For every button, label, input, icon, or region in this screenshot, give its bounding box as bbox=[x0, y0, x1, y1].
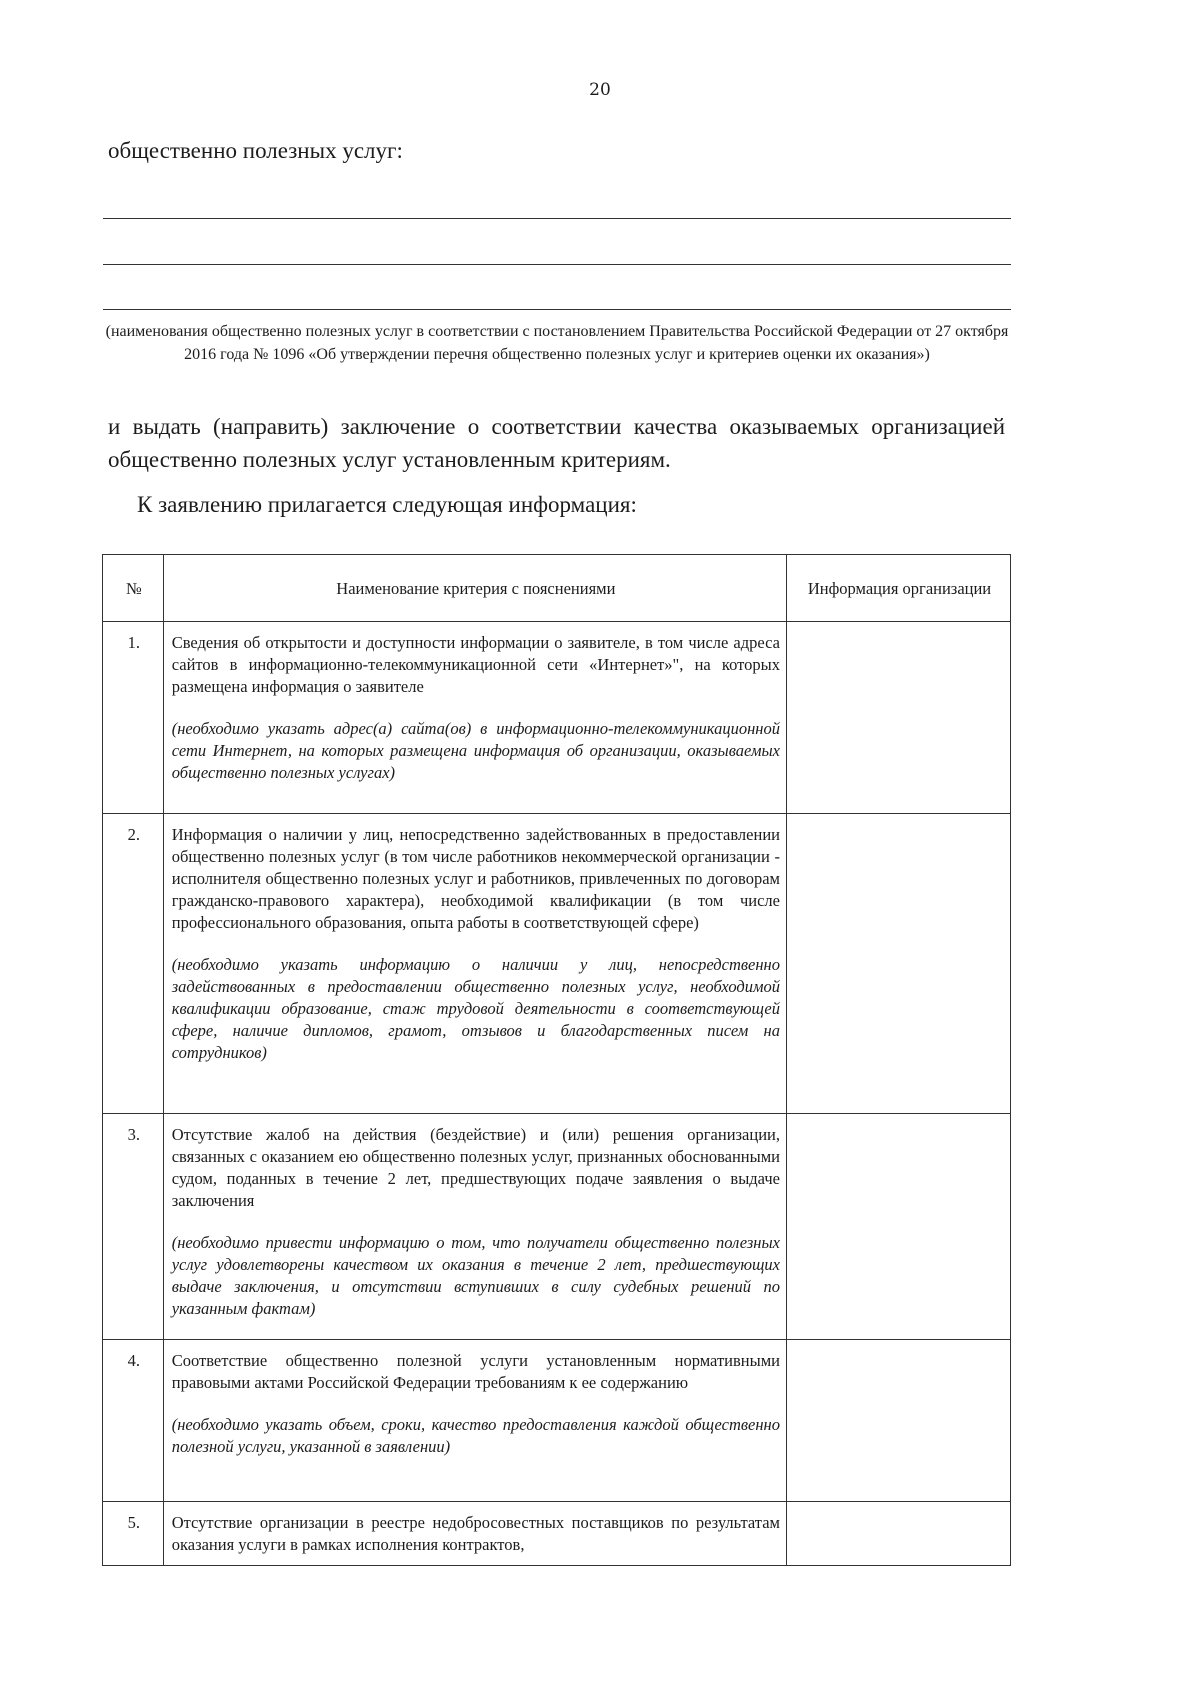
attachment-intro: К заявлению прилагается следующая информация: bbox=[137, 492, 637, 517]
criterion-cell bbox=[163, 814, 786, 1114]
table-row bbox=[103, 1340, 1011, 1502]
fill-in-line-3 bbox=[103, 309, 1011, 310]
table-row bbox=[103, 1114, 1011, 1340]
criterion-title: Отсутствие жалоб на действия (бездействие) и (или) решения организации, связанных с оказанием ею общественно полезных услуг, признанных обоснованными судом, поданных в течение 2 лет, предшествующих подаче заявления о выдаче заключения bbox=[171, 1125, 780, 1210]
criterion-cell bbox=[163, 1114, 786, 1340]
fill-in-line-1 bbox=[103, 218, 1011, 219]
criterion-note: (необходимо указать объем, сроки, качество предоставления каждой общественно полезной услуги, указанной в заявлении) bbox=[171, 1415, 780, 1456]
criterion-title: Отсутствие организации в реестре недобросовестных поставщиков по результатам оказания услуги в рамках исполнения контрактов, bbox=[171, 1513, 780, 1554]
criterion-cell bbox=[163, 1340, 786, 1502]
criterion-cell bbox=[163, 622, 786, 814]
criterion-title: Сведения об открытости и доступности информации о заявителе, в том числе адреса сайтов в информационно-телекоммуникационной сети «Интернет»", на которых размещена информация о заявителе bbox=[171, 633, 780, 696]
criterion-note: (необходимо привести информацию о том, что получатели общественно полезных услуг удовлетворены качеством их оказания в течение 2 лет, предшествующих выдаче заключения, и отсутствии вступивших в силу судебных решений по указанным фактам) bbox=[171, 1233, 780, 1318]
criterion-cell bbox=[163, 1502, 786, 1566]
table-row bbox=[103, 1502, 1011, 1566]
criterion-note: (необходимо указать информацию о наличии у лиц, непосредственно задействованных в предоставлении общественно полезных услуг, необходимой квалификации образование, стаж трудовой деятельности в соответствующей сфере, наличие дипломов, грамот, отзывов и благодарственных писем на сотрудников) bbox=[171, 955, 780, 1062]
organization-info-cell[interactable] bbox=[786, 1502, 1010, 1566]
header-criterion-name: Наименование критерия с пояснениями bbox=[163, 555, 786, 622]
fill-in-caption: (наименования общественно полезных услуг в соответствии с постановлением Правительства Российской Федерации от 27 октября 2016 года № 1096 «Об утверждении перечня общественно полезных услуг и критериев оценки их оказания») bbox=[105, 323, 1009, 363]
row-number: 3. bbox=[103, 1114, 164, 1340]
criteria-table bbox=[102, 554, 1011, 1566]
lead-text: общественно полезных услуг: bbox=[108, 138, 403, 163]
organization-info-cell[interactable] bbox=[786, 814, 1010, 1114]
row-number: 4. bbox=[103, 1340, 164, 1502]
table-header-row bbox=[103, 555, 1011, 622]
criterion-title: Информация о наличии у лиц, непосредственно задействованных в предоставлении общественно полезных услуг (в том числе работников некоммерческой организации - исполнителя общественно полезных услуг и работников, привлеченных по договорам гражданско-правового характера), необходимой квалификации (в том числе профессионального образования, опыта работы в соответствующей сфере) bbox=[171, 825, 780, 932]
organization-info-cell[interactable] bbox=[786, 622, 1010, 814]
criterion-note: (необходимо указать адрес(а) сайта(ов) в информационно-телекоммуникационной сети Интернет, на которых размещена информация об организации, оказываемых общественно полезных услугах) bbox=[171, 719, 780, 782]
header-number: № bbox=[103, 555, 164, 622]
header-organization-info: Информация организации bbox=[786, 555, 1010, 622]
request-paragraph: и выдать (направить) заключение о соответствии качества оказываемых организацией общественно полезных услуг установленным критериям. bbox=[108, 414, 1005, 472]
row-number: 2. bbox=[103, 814, 164, 1114]
organization-info-cell[interactable] bbox=[786, 1340, 1010, 1502]
organization-info-cell[interactable] bbox=[786, 1114, 1010, 1340]
fill-in-line-2 bbox=[103, 264, 1011, 265]
table-row bbox=[103, 814, 1011, 1114]
page-number: 20 bbox=[589, 80, 611, 100]
row-number: 5. bbox=[103, 1502, 164, 1566]
table-row bbox=[103, 622, 1011, 814]
row-number: 1. bbox=[103, 622, 164, 814]
criterion-title: Соответствие общественно полезной услуги установленным нормативными правовыми актами Российской Федерации требованиям к ее содержанию bbox=[171, 1351, 780, 1392]
